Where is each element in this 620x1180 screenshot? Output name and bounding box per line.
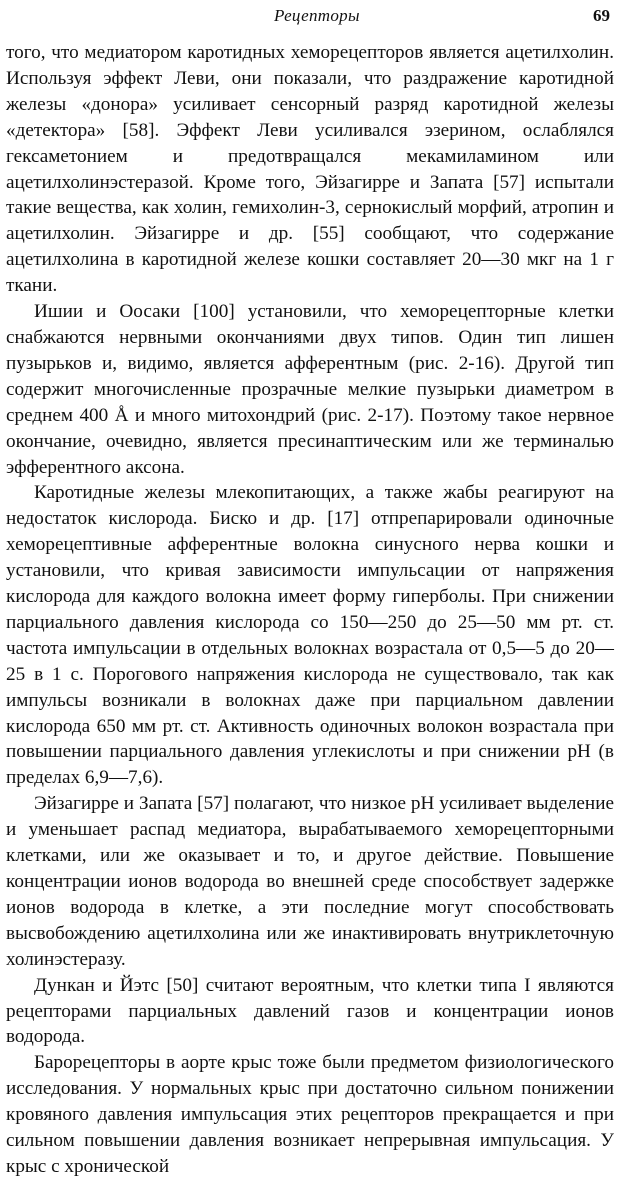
paragraph: Ишии и Оосаки [100] установили, что хеморецепторные клетки снабжаются нервными окончаниями двух типов. Один тип лишен пузырьков и, видимо, является афферентным (рис. 2-16). Другой тип содержит многочисленные прозрачные мелкие пузырьки диаметром в среднем 400 Å и много митохондрий (рис. 2-17). Поэтому такое нервное окончание, очевидно, является пресинаптическим или же терминалью эфферентного аксона.	[6, 301, 614, 478]
paragraph: Барорецепторы в аорте крыс тоже были предметом физиологического исследования. У нормальных крыс при достаточно сильном понижении кровяного давления импульсация этих рецепторов прекращается и при сильном повышении давления возникает непрерывная импульсация. У крыс с хронической	[6, 1052, 614, 1177]
paragraph: Каротидные железы млекопитающих, а также жабы реагируют на недостаток кислорода. Биско и др. [17] отпрепарировали одиночные хеморецептивные афферентные волокна синусного нерва кошки и установили, что кривая зависимости импульсации от напряжения кислорода для каждого волокна имеет форму гиперболы. При снижении парциального давления кислорода со 150—250 до 25—50 мм рт. ст. частота импульсации в отдельных волокнах возрастала от 0,5—5 до 20—25 в 1 с. Порогового напряжения кислорода не существовало, так как импульсы возникали в волокнах даже при парциальном давлении кислорода 650 мм рт. ст. Активность одиночных волокон возрастала при повышении парциального давления углекислоты и при снижении pH (в пределах 6,9—7,6).	[6, 482, 614, 789]
paragraph: Эйзагирре и Запата [57] полагают, что низкое pH усиливает выделение и уменьшает распад медиатора, вырабатываемого хеморецепторными клетками, или же оказывает и то, и другое действие. Повышение концентрации ионов водорода во внешней среде способствует задержке ионов водорода в клетке, а эти последние могут способствовать высвобождению ацетилхолина или же инактивировать внутриклеточную холинэстеразу.	[6, 793, 614, 970]
running-title: Рецепторы	[274, 6, 360, 25]
paragraph: того, что медиатором каротидных хеморецепторов является ацетилхолин. Используя эффект Леви, они показали, что раздражение каротидной железы «донора» усиливает сенсорный разряд каротидной железы «детектора» [58]. Эффект Леви усиливался эзерином, ослаблялся гексаметонием и предотвращался мекамиламином или ацетилхолинэстеразой. Кроме того, Эйзагирре и Запата [57] испытали такие вещества, как холин, гемихолин-3, сернокислый морфий, атропин и ацетилхолин. Эйзагирре и др. [55] сообщают, что содержание ацетилхолина в каротидной железе кошки составляет 20—30 мкг на 1 г ткани.	[6, 42, 614, 297]
page-number: 69	[593, 6, 610, 25]
paragraph: Дункан и Йэтс [50] считают вероятным, что клетки типа I являются рецепторами парциальных давлений газов и концентрации ионов водорода.	[6, 974, 614, 1048]
page-header	[6, 6, 614, 40]
body-text	[6, 40, 614, 1180]
